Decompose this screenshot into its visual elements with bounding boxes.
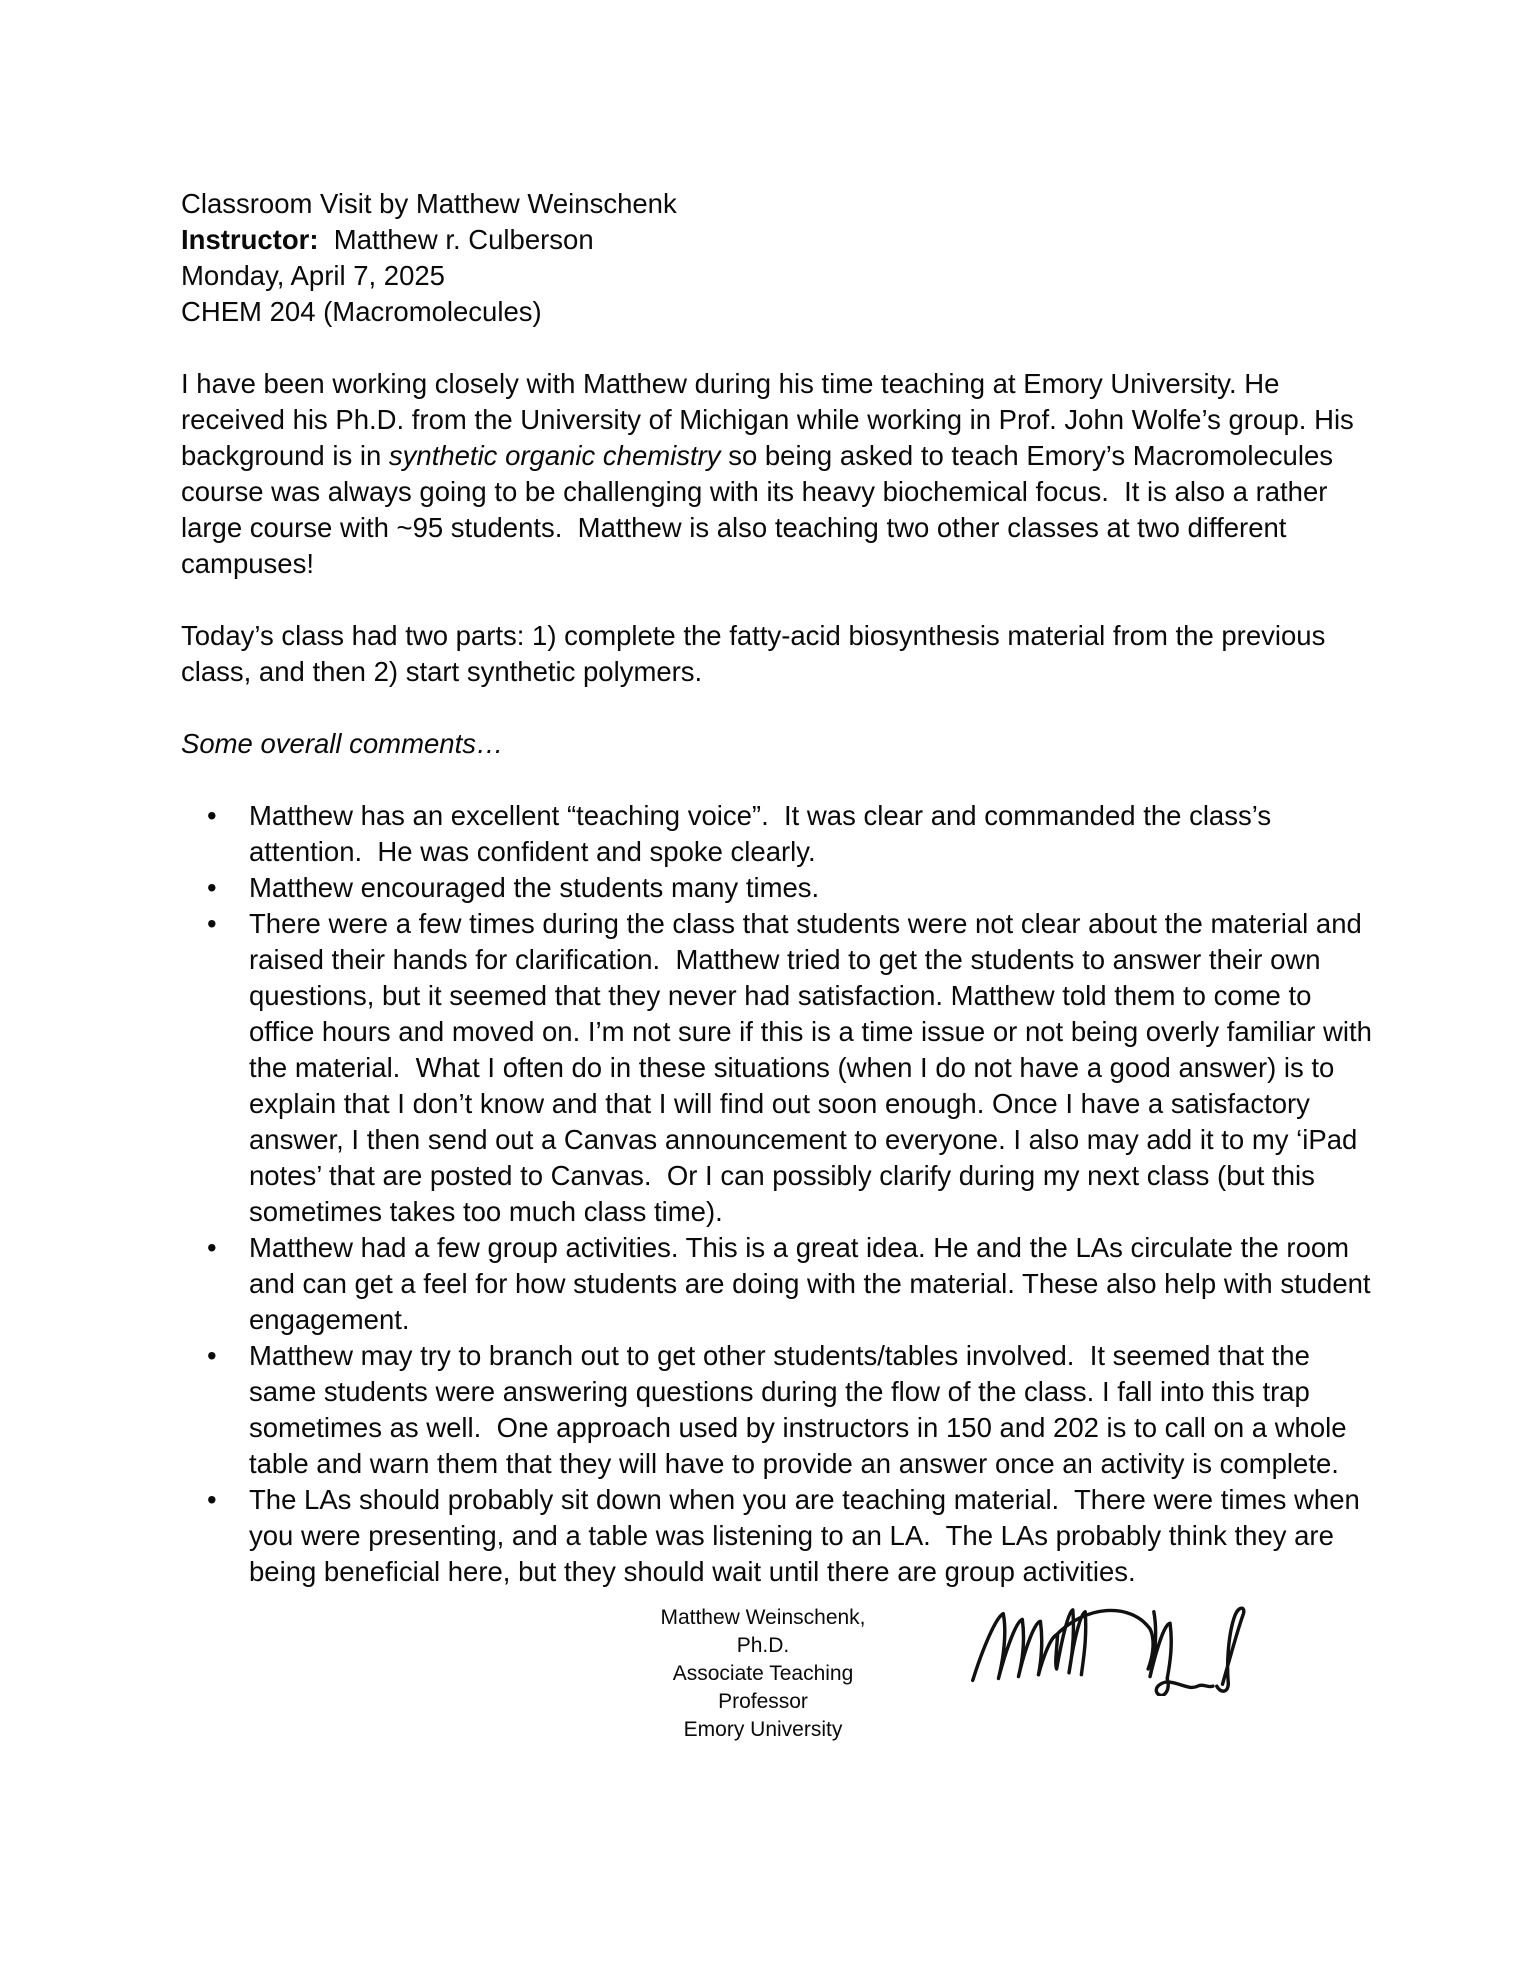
list-item: • Matthew encouraged the students many times. [249, 870, 1376, 906]
document-page [181, 186, 1380, 1744]
signer-institution: Emory University [683, 1718, 843, 1741]
list-item: • There were a few times during the class that students were not clear about the material and raised their hands for clarification. Matthew tried to get the students to answer their own questions, but it seemed that they never had satisfaction. Matthew told them to come to office hours and moved on. I’m not sure if this is a time issue or not being overly familiar with the material. What I often do in these situations (when I do not have a good answer) is to explain that I don’t know and that I will find out soon enough. Once I have a satisfactory answer, I then send out a Canvas announcement to everyone. I also may add it to my ‘iPad notes’ that are posted to Canvas. Or I can possibly clarify during my next class (but this sometimes takes too much class time). [249, 906, 1376, 1230]
course-name: CHEM 204 (Macromolecules) [181, 296, 542, 327]
today-paragraph: Today’s class had two parts: 1) complete the fatty-acid biosynthesis material from the previous class, and then 2) start synthetic polymers. [181, 620, 1333, 687]
intro-text-before: I have been working closely with Matthew during his time teaching at Emory University. He received his Ph.D. from the University of Michigan while working in Prof. John Wolfe’s group. His background is in [181, 368, 1362, 471]
list-item: • Matthew has an excellent “teaching voice”. It was clear and commanded the class’s attention. He was confident and spoke clearly. [249, 798, 1376, 870]
signer-title: Associate Teaching Professor [672, 1662, 854, 1713]
instructor-label: Instructor: [181, 224, 319, 255]
list-item: • The LAs should probably sit down when you are teaching material. There were times when you were presenting, and a table was listening to an LA. The LAs probably think they are being beneficial here, but they should wait until there are group activities. [249, 1482, 1376, 1590]
list-item: • Matthew had a few group activities. This is a great idea. He and the LAs circulate the room and can get a feel for how students are doing with the material. These also help with student engagement. [249, 1230, 1376, 1338]
signature-block [181, 1604, 1376, 1744]
document-title: Classroom Visit by Matthew Weinschenk [181, 188, 677, 219]
handwritten-signature-icon [967, 1600, 1253, 1696]
list-item: • Matthew may try to branch out to get other students/tables involved. It seemed that the same students were answering questions during the flow of the class. I fall into this trap sometimes as well. One approach used by instructors in 150 and 202 is to call on a whole table and warn them that they will have to provide an answer once an activity is complete. [249, 1338, 1376, 1482]
comments-heading: Some overall comments… [181, 728, 504, 759]
document-header [181, 186, 1376, 330]
intro-paragraph [181, 366, 1376, 582]
intro-text-after: so being asked to teach Emory’s Macromolecules course was always going to be challenging with its heavy biochemical focus. It is also a rather large course with ~95 students. Matthew is also teaching two other classes at two different campuses! [181, 440, 1341, 579]
intro-text-italic: synthetic organic chemistry [388, 440, 721, 471]
comments-list [181, 798, 1380, 1590]
instructor-name: Matthew r. Culberson [318, 224, 594, 255]
visit-date: Monday, April 7, 2025 [181, 260, 445, 291]
instructor-line [181, 222, 1376, 258]
signer-name: Matthew Weinschenk, Ph.D. [660, 1606, 866, 1657]
signature-text [643, 1604, 883, 1744]
